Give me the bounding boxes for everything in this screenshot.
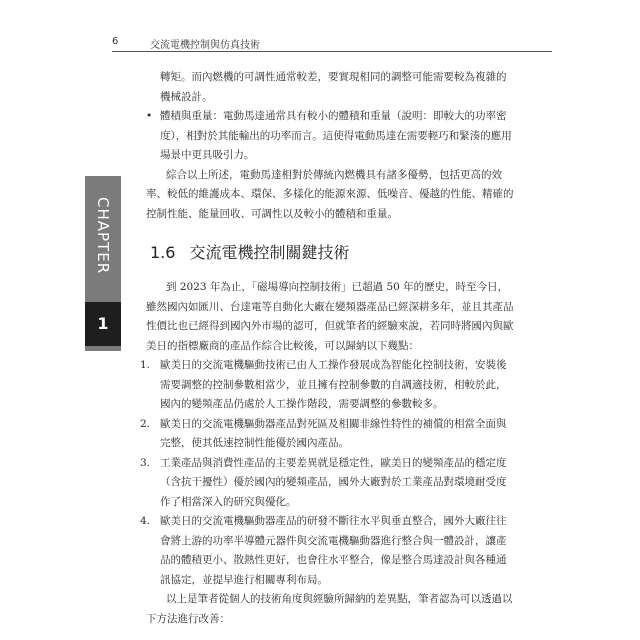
bullet-item xyxy=(146,107,516,166)
list-item xyxy=(140,512,516,590)
intro-paragraph: 到 2023 年為止，「磁場導向控制技術」已超過 50 年的歷史，時至今日，雖然國內如匯川、台達電等自動化大廠在變頻器產品已經深耕多年，並且其產品性價比也已經得到國內外市場的認可，但就筆者的經驗來說，若同時將國內與歐美日的指標廠商的產品作綜合比較後，可以歸納以下幾點： xyxy=(146,281,514,352)
bullet-text: 體積與重量：電動馬達通常具有較小的體積和重量（說明：即較大的功率密度），相對於其能輸出的功率而言。這使得電動馬達在需要輕巧和緊湊的應用場景中更具吸引力。 xyxy=(160,110,512,161)
list-item xyxy=(140,415,516,454)
section-number: 1.6 xyxy=(150,243,176,262)
continued-paragraph: 轉矩。而內燃機的可調性通常較差，要實現相同的調整可能需要較為複雜的機械設計。 xyxy=(160,71,507,103)
header-rule xyxy=(112,51,552,52)
numbered-list xyxy=(140,356,516,590)
bullet-mark: • xyxy=(146,110,153,122)
list-item-number: 4. xyxy=(140,515,151,527)
list-item-number: 1. xyxy=(140,359,151,371)
chapter-number: 1 xyxy=(85,302,121,346)
section-title: 交流電機控制關鍵技術 xyxy=(189,243,350,262)
list-item-number: 3. xyxy=(140,456,151,469)
list-item xyxy=(140,454,516,513)
running-header xyxy=(112,36,552,52)
list-item xyxy=(140,356,516,415)
section-heading xyxy=(150,242,516,264)
list-item-text: 歐美日的交流電機驅動技術已由人工操作發展成為智能化控制技術，安裝後需要調整的控制參數相當少，並且擁有控制參數的自調適技術，相較於此，國內的變頻產品仍處於人工操作階段，需要調整的參數較多。 xyxy=(160,359,507,410)
list-item-text: 歐美日的交流電機驅動器產品的研發不斷往水平與垂直整合，國外大廠往往會將上游的功率半導體元器件與交流電機驅動器進行整合與一體設計，讓產品的體積更小、散熱性更好，也會往水平整合，像是整合馬達設計與各種通訊協定，並提早進行相關專利布局。 xyxy=(160,515,507,586)
book-title: 交流電機控制與仿真技術 xyxy=(150,40,260,51)
chapter-label: CHAPTER xyxy=(94,197,112,275)
closing-paragraph: 以上是筆者從個人的技術角度與經驗所歸納的差異點，筆者認為可以透過以下方法進行改善： xyxy=(146,593,513,625)
list-item-text: 工業產品與消費性產品的主要差異就是穩定性，歐美日的變頻產品的穩定度（含抗干擾性）優於國內的變頻產品，國外大廠對於工業產品對環境耐受度作了相當深入的研究與優化。 xyxy=(160,456,507,508)
summary-paragraph: 綜合以上所述，電動馬達相對於傳統內燃機具有諸多優勢，包括更高的效率、較低的維護成本、環保、多樣化的能源來源、低噪音、優越的性能、精確的控制性能、能量回收、可調性以及較小的體積和重量。 xyxy=(146,168,514,220)
chapter-side-tab xyxy=(85,176,121,351)
page-number: 6 xyxy=(112,36,119,47)
list-item-number: 2. xyxy=(140,417,151,430)
list-item-text: 歐美日的交流電機驅動器產品對死區及相關非線性特性的補償的相當全面與完整，使其低速控制性能優於國內產品。 xyxy=(160,417,507,449)
page-body xyxy=(140,68,516,629)
